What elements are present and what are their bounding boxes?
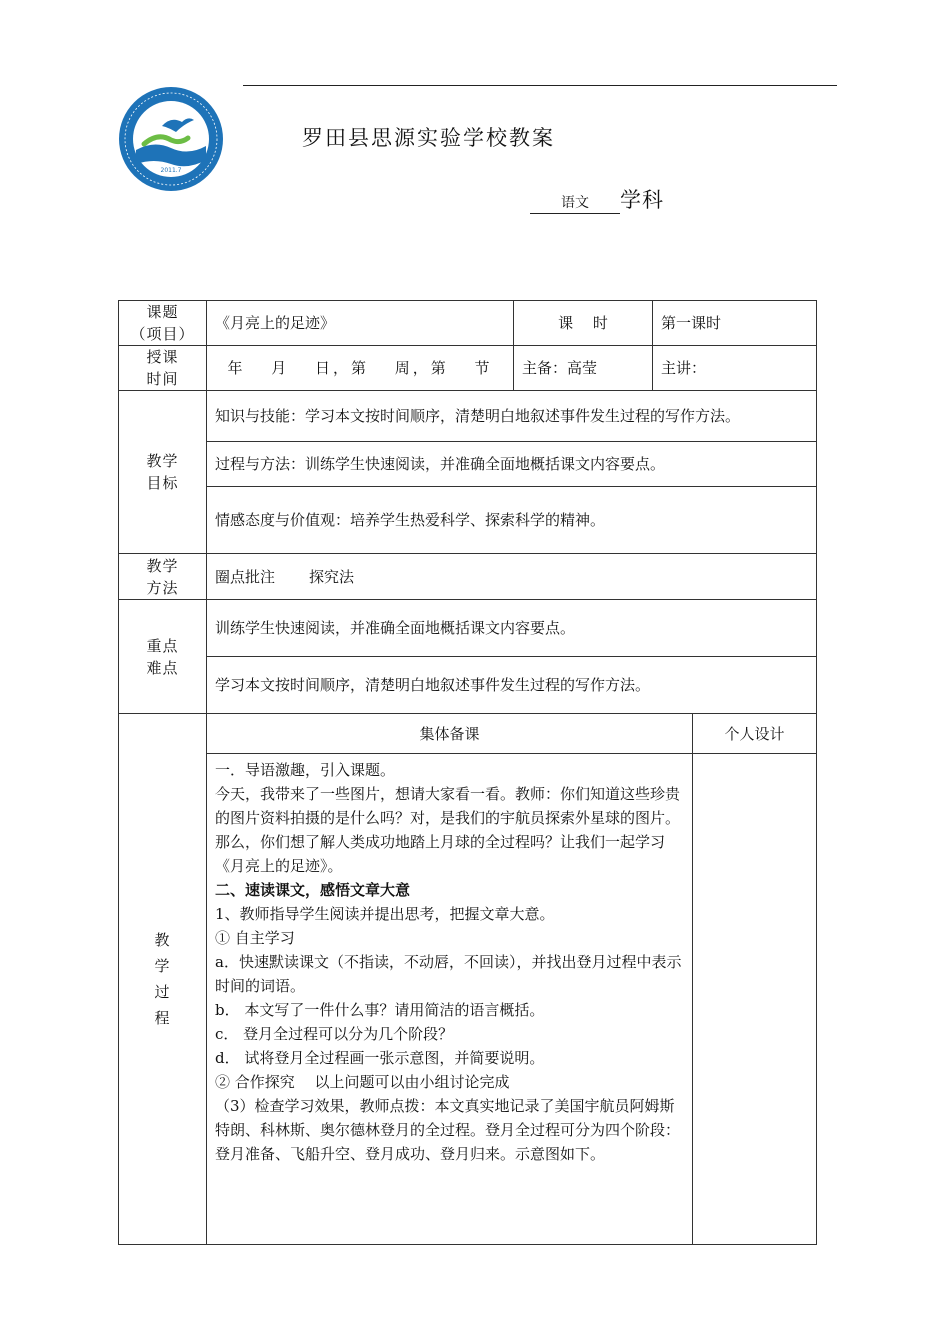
method-1: 圈点批注: [215, 567, 276, 586]
process-label-char-3: 过: [154, 983, 171, 1001]
personal-content: [693, 754, 817, 1245]
header-rule: [243, 85, 837, 86]
key-label-line-1: 重点: [146, 636, 179, 655]
process-line: （3）检查学习效果，教师点拨：本文真实地记录了美国宇航员阿姆斯特朗、科林斯、奥尔德林登月的全过程。登月全过程可分为四个阶段：登月准备、飞船升空、登月成功、登月归来。示意图如下。: [215, 1097, 681, 1163]
process-line: c． 登月全过程可以分为几个阶段？: [215, 1025, 454, 1043]
process-line: b． 本文写了一件什么事？请用简洁的语言概括。: [215, 1001, 545, 1019]
goal-emotion: 情感态度与价值观：培养学生热爱科学、探索科学的精神。: [207, 487, 817, 554]
process-label-char-4: 程: [154, 1009, 171, 1027]
process-line: ② 合作探究 以上问题可以由小组讨论完成: [215, 1073, 510, 1091]
process-line: d． 试将登月全过程画一张示意图，并简要说明。: [215, 1049, 545, 1067]
time-label: [119, 346, 207, 391]
subject-value: 语文: [530, 192, 620, 214]
method-row: [119, 554, 817, 600]
process-label-char-1: 教: [154, 931, 171, 949]
goals-label-line-2: 目标: [146, 474, 179, 492]
key-point-row: [119, 600, 817, 657]
difficult-point-row: [119, 657, 817, 714]
school-logo: [118, 86, 224, 192]
process-line: 今天，我带来了一些图片，想请大家看一看。教师：你们知道这些珍贵的图片资料拍摄的是什么吗？对，是我们的宇航员探索外星球的图片。那么，你们想了解人类成功地踏上月球的全过程吗？让我们一起学习《月亮上的足迹》。: [215, 785, 681, 875]
process-line: 1、教师指导学生阅读并提出思考，把握文章大意。: [215, 905, 555, 923]
goals-label-line-1: 教学: [146, 452, 179, 470]
preparer: 主备：高莹: [514, 346, 653, 391]
time-row: [119, 346, 817, 391]
key-label-line-2: 难点: [146, 658, 179, 677]
method-values: [207, 554, 817, 600]
process-label: [119, 714, 207, 1245]
goal-emotion-row: [119, 487, 817, 554]
goal-process-row: [119, 442, 817, 487]
topic-label: [119, 301, 207, 346]
topic-label-line-2: （项目）: [130, 325, 195, 343]
key-label: [119, 600, 207, 714]
difficult-point: 学习本文按时间顺序，清楚明白地叙述事件发生过程的写作方法。: [207, 657, 817, 714]
method-label: [119, 554, 207, 600]
method-label-line-1: 教学: [146, 556, 179, 575]
school-title: 罗田县思源实验学校教案: [302, 126, 555, 150]
process-line: a．快速默读课文（不指读，不动唇，不回读），并找出登月过程中表示时间的词语。: [215, 953, 682, 995]
time-label-line-2: 时间: [146, 370, 179, 388]
process-label-char-2: 学: [154, 957, 171, 975]
process-content-row: [119, 754, 817, 1245]
topic-label-line-1: 课题: [146, 303, 179, 321]
goal-process: 过程与方法：训练学生快速阅读，并准确全面地概括课文内容要点。: [207, 442, 817, 487]
time-value: 年 月 日，第 周，第 节: [207, 346, 514, 391]
topic-value: 《月亮上的足迹》: [207, 301, 514, 346]
topic-row: [119, 301, 817, 346]
method-label-line-2: 方法: [146, 578, 179, 597]
goal-knowledge-row: [119, 391, 817, 442]
time-label-line-1: 授课: [146, 348, 179, 366]
lecturer: 主讲：: [653, 346, 817, 391]
collective-header: 集体备课: [207, 714, 693, 754]
process-line: 一．导语激趣，引入课题。: [215, 761, 396, 779]
period-label: 课 时: [514, 301, 653, 346]
svg-text:2011.7: 2011.7: [160, 167, 182, 174]
period-value: 第一课时: [653, 301, 817, 346]
collective-content: [207, 754, 693, 1245]
process-line: ① 自主学习: [215, 929, 295, 947]
goal-knowledge: 知识与技能：学习本文按时间顺序，清楚明白地叙述事件发生过程的写作方法。: [207, 391, 817, 442]
key-point: 训练学生快速阅读，并准确全面地概括课文内容要点。: [207, 600, 817, 657]
personal-header: 个人设计: [693, 714, 817, 754]
process-header-row: [119, 714, 817, 754]
goals-label: [119, 391, 207, 554]
subject-line: [530, 184, 664, 214]
method-2: 探究法: [309, 567, 355, 586]
subject-suffix: 学科: [620, 188, 664, 212]
process-line: 二、速读课文，感悟文章大意: [215, 881, 411, 899]
lesson-plan-table: [118, 300, 817, 1245]
